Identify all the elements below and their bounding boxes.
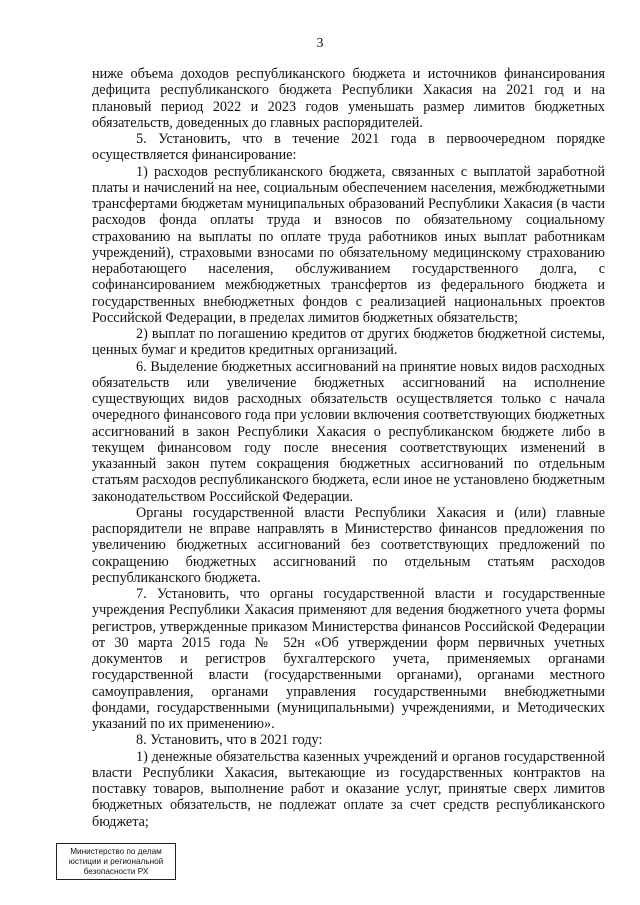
paragraph-item-5: 5. Установить, что в течение 2021 года в первоочередном порядке осуществляется финансирование: xyxy=(92,131,605,164)
paragraph-item-6-bodies: Органы государственной власти Республики Хакасия и (или) главные распорядители не вправе направлять в Министерство финансов предложения по увеличению бюджетных ассигнований без соответствующих предложений по сокращению бюджетных ассигнований по отдельным статьям расходов республиканского бюджета. xyxy=(92,504,605,586)
paragraph-item-6: 6. Выделение бюджетных ассигнований на принятие новых видов расходных обязательств или увеличение бюджетных ассигнований на исполнение существующих видов расходных обязательств осуществляется только с начала очередного финансового года при условии включения соответствующих бюджетных ассигнований в закон Республики Хакасия о республиканском бюджете либо в текущем финансовом году после внесения соответствующих изменений в указанный закон путем сокращения бюджетных ассигнований по отдельным статьям расходов республиканского бюджета, если иное не установлено бюджетным законодательством Российской Федерации. xyxy=(92,358,605,505)
paragraph-item-7: 7. Установить, что органы государственной власти и государственные учреждения Республики Хакасия применяют для ведения бюджетного учета формы регистров, утвержденные приказом Министерства финансов Российской Федерации от 30 марта 2015 года № 52н «Об утверждении форм первичных учетных документов и регистров бухгалтерского учета, применяемых органами государственной власти (государственными органами), органами местного самоуправления, органами управления государственными внебюджетными фондами, государственными (муниципальными) учреждениями, и Методических указаний по их применению». xyxy=(92,586,605,732)
paragraph-continuation: ниже объема доходов республиканского бюджета и источников финансирования дефицита республиканского бюджета Республики Хакасия на 2021 год и на плановый период 2022 и 2023 годов уменьшать размер лимитов бюджетных обязательств, доведенных до главных распорядителей. xyxy=(92,66,605,131)
paragraph-item-8-1: 1) денежные обязательства казенных учреждений и органов государственной власти Республики Хакасия, вытекающие из государственных контрактов на поставку товаров, выполнение работ и оказание услуг, принятые сверх лимитов бюджетных обязательств, не подлежат оплате за счет средств республиканского бюджета; xyxy=(92,748,605,830)
stamp-line: юстиции и региональной xyxy=(68,857,164,866)
stamp-line: Министерство по делам xyxy=(70,847,162,856)
paragraph-item-5-2: 2) выплат по погашению кредитов от других бюджетов бюджетной системы, ценных бумаг и кредитов кредитных организаций. xyxy=(92,326,605,359)
stamp-line: безопасности РХ xyxy=(83,867,149,876)
body-text xyxy=(92,66,605,830)
paragraph-item-5-1: 1) расходов республиканского бюджета, связанных с выплатой заработной платы и начислений на нее, социальным обеспечением населения, межбюджетными трансфертами бюджетам муниципальных образований Республики Хакасия (в части расходов фонда оплаты труда и взносов по обязательному социальному страхованию на выплаты по оплате труда работников иных выплат работникам учреждений), страховыми взносами по обязательному медицинскому страхованию неработающего населения, обслуживанием государственного долга, с софинансированием межбюджетных трансфертов из федерального бюджета и государственных внебюджетных фондов с реализацией национальных проектов Российской Федерации, в пределах лимитов бюджетных обязательств; xyxy=(92,163,605,326)
paragraph-item-8: 8. Установить, что в 2021 году: xyxy=(136,732,323,749)
ministry-stamp xyxy=(56,843,176,880)
page-number: 3 xyxy=(316,36,324,51)
